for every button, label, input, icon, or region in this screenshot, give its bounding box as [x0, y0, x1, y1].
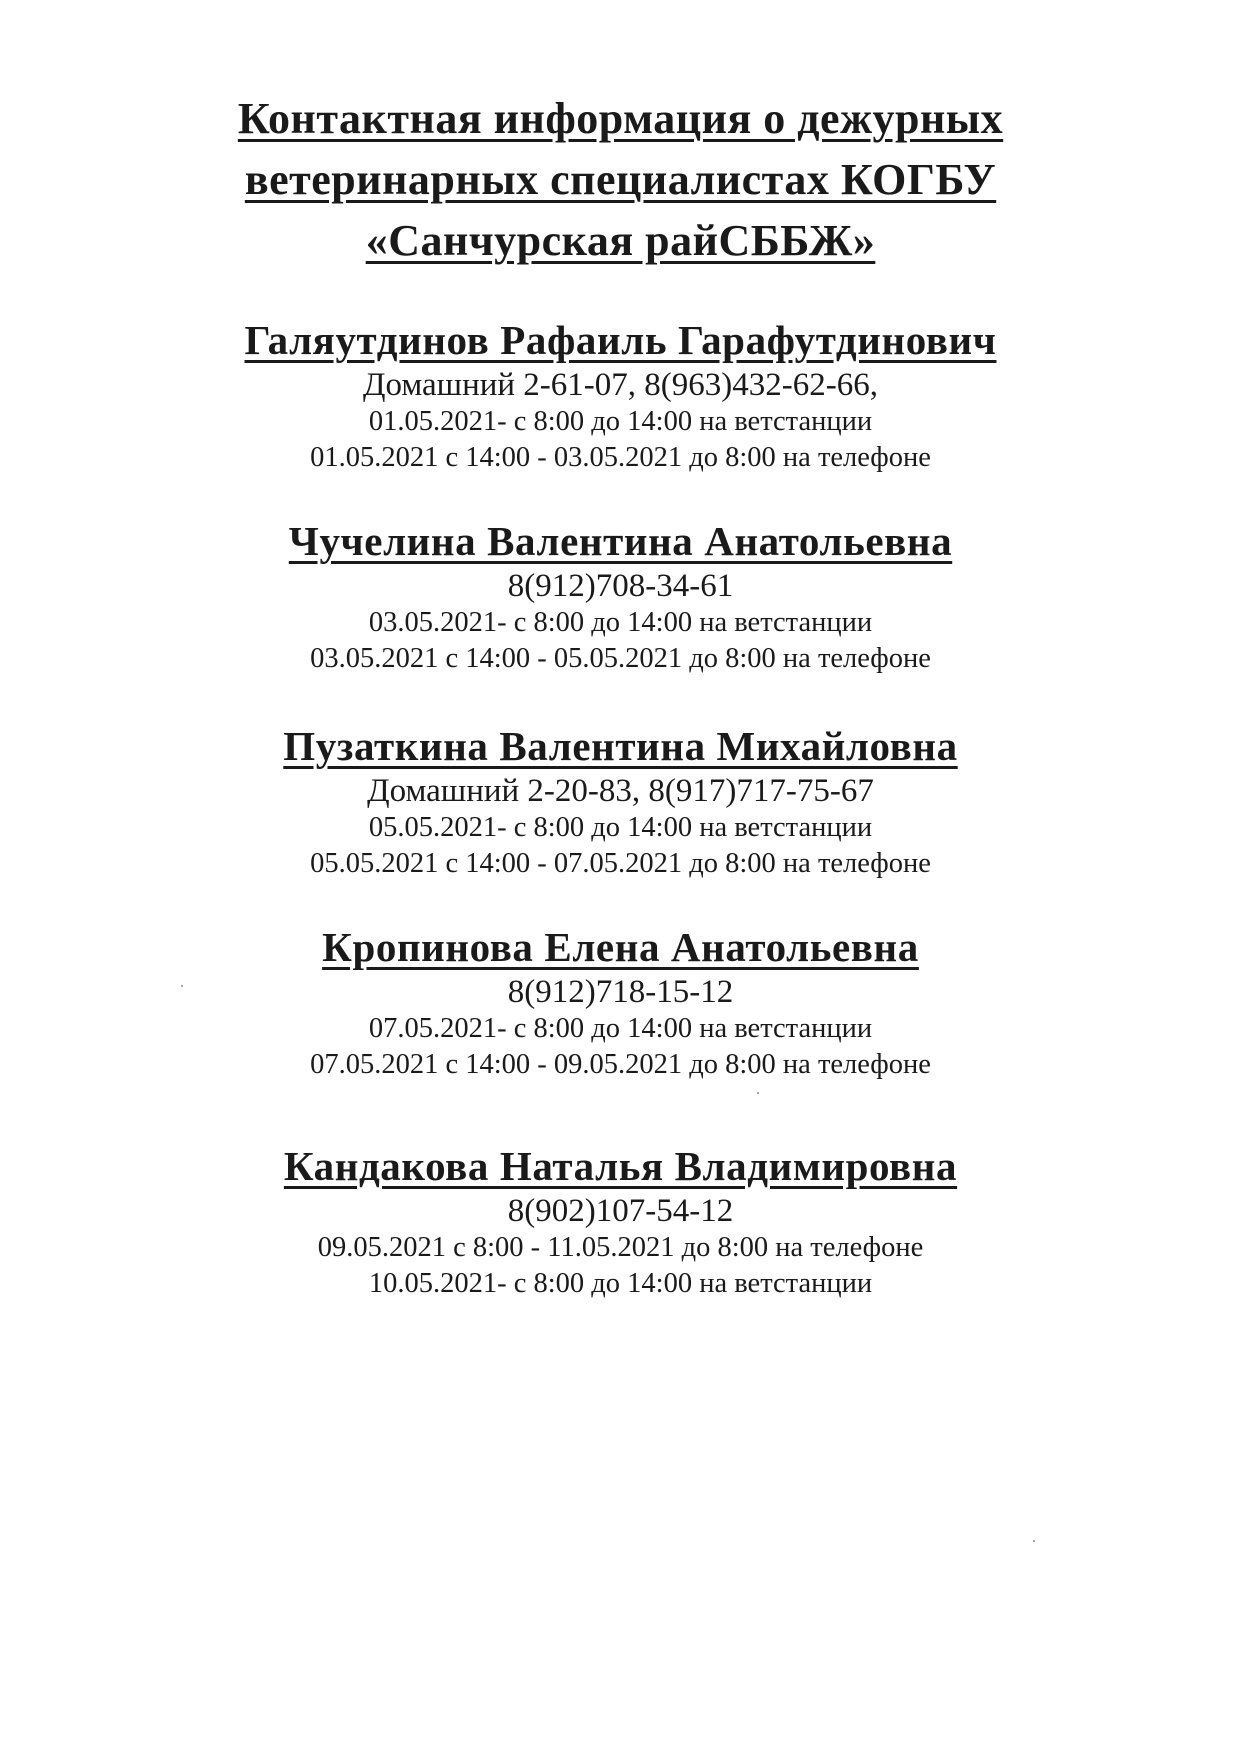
title-line: «Санчурская райСББЖ» — [365, 216, 876, 265]
specialist-entry — [0, 519, 1241, 677]
specialist-entry — [0, 925, 1241, 1083]
title-line: ветеринарных специалистах КОГБУ — [244, 155, 997, 204]
specialist-entry — [0, 318, 1241, 476]
schedule-line: 05.05.2021- с 8:00 до 14:00 на ветстанции — [368, 812, 873, 843]
specialist-name: Кандакова Наталья Владимировна — [283, 1143, 958, 1189]
document-title — [0, 88, 1241, 271]
schedule-line: 03.05.2021 с 14:00 - 05.05.2021 до 8:00 на телефоне — [310, 643, 931, 674]
schedule-line: 05.05.2021 с 14:00 - 07.05.2021 до 8:00 на телефоне — [310, 848, 931, 879]
specialist-entry — [0, 724, 1241, 882]
schedule-line: 10.05.2021- с 8:00 до 14:00 на ветстанции — [368, 1268, 873, 1299]
scan-speck — [181, 985, 183, 987]
schedule-line: 07.05.2021- с 8:00 до 14:00 на ветстанции — [368, 1013, 873, 1044]
schedule-line: 07.05.2021 с 14:00 - 09.05.2021 до 8:00 на телефоне — [310, 1049, 931, 1080]
specialist-phone: 8(902)107-54-12 — [507, 1193, 734, 1229]
specialist-name: Галяутдинов Рафаиль Гарафутдинович — [244, 317, 997, 363]
specialist-phone: Домашний 2-61-07, 8(963)432-62-66, — [362, 367, 878, 403]
specialist-phone: Домашний 2-20-83, 8(917)717-75-67 — [367, 773, 874, 809]
specialist-name: Пузаткина Валентина Михайловна — [283, 723, 958, 769]
specialist-phone: 8(912)708-34-61 — [507, 568, 734, 604]
specialist-name: Кропинова Елена Анатольевна — [322, 924, 919, 970]
schedule-line: 03.05.2021- с 8:00 до 14:00 на ветстанции — [368, 607, 873, 638]
scan-speck — [1033, 1540, 1035, 1542]
title-line: Контактная информация о дежурных — [237, 94, 1004, 143]
specialist-phone: 8(912)718-15-12 — [507, 974, 734, 1010]
schedule-line: 09.05.2021 с 8:00 - 11.05.2021 до 8:00 на телефоне — [317, 1232, 924, 1263]
schedule-line: 01.05.2021- с 8:00 до 14:00 на ветстанции — [368, 406, 873, 437]
specialist-entry — [0, 1144, 1241, 1302]
specialist-name: Чучелина Валентина Анатольевна — [288, 518, 953, 564]
scan-speck — [757, 1092, 759, 1094]
schedule-line: 01.05.2021 с 14:00 - 03.05.2021 до 8:00 на телефоне — [310, 442, 931, 473]
